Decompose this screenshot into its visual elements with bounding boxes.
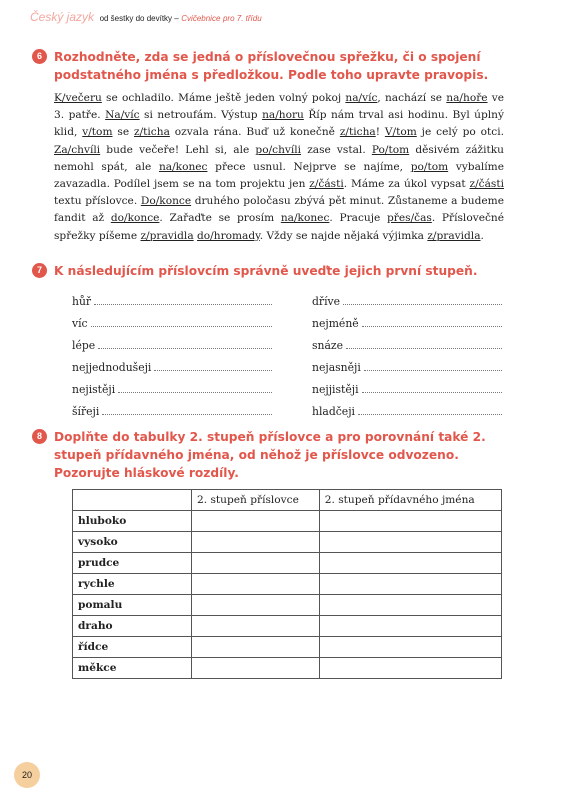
adjective-answer-cell[interactable]: [319, 532, 501, 553]
word-item: [312, 295, 502, 308]
text-run: ozvala rána. Buď už konečně: [169, 126, 340, 139]
adverb-answer-cell[interactable]: [192, 553, 320, 574]
text-run: . Pracuje: [329, 212, 388, 225]
word-label: hladčeji: [312, 405, 355, 418]
text-run: přece usnul. Nejprve se najíme,: [207, 160, 411, 173]
text-run: druhého poločasu zbývá pět minut. Zůstaneme a budeme fandit až: [54, 195, 504, 225]
adverb-answer-cell[interactable]: [192, 532, 320, 553]
word-label: hůř: [72, 295, 92, 308]
text-run: si netroufám. Výstup: [139, 109, 263, 122]
answer-line[interactable]: [154, 369, 272, 371]
text-run: !: [375, 126, 385, 139]
word-item: [72, 317, 272, 330]
table-header-row: [73, 490, 502, 511]
task-6-number: 6: [32, 49, 47, 64]
answer-line[interactable]: [362, 325, 502, 327]
answer-line[interactable]: [98, 347, 272, 349]
table-row: [73, 574, 502, 595]
underlined-phrase: z/části: [469, 178, 504, 191]
answer-line[interactable]: [91, 325, 272, 327]
text-run: bude večeře! Lehl si, ale: [100, 143, 256, 156]
word-label: nejistěji: [72, 383, 116, 396]
underlined-phrase: po/chvíli: [255, 143, 302, 156]
task-6-title: Rozhodněte, zda se jedná o příslovečnou spřežku, či o spojení podstatného jména s předložkou. Podle toho upravte pravopis.: [54, 50, 489, 82]
text-run: . Máme za úkol vypsat: [343, 178, 470, 191]
row-word: rychle: [73, 574, 192, 595]
word-label: víc: [72, 317, 88, 330]
adjective-answer-cell[interactable]: [319, 637, 501, 658]
text-run: Říp nám trval asi hodinu. Byl úplný klid,: [54, 109, 504, 139]
word-label: nejjednodušeji: [72, 361, 152, 374]
adjective-answer-cell[interactable]: [319, 658, 501, 679]
task-7-title: K následujícím příslovcím správně uveďte jejich první stupeň.: [54, 264, 478, 278]
word-item: [72, 361, 272, 374]
adjective-answer-cell[interactable]: [319, 616, 501, 637]
word-label: dříve: [312, 295, 341, 308]
adjective-answer-cell[interactable]: [319, 574, 501, 595]
table-header-adjective: 2. stupeň přídavného jména: [319, 490, 501, 511]
header-subtitle: od šestky do devítky –: [99, 14, 179, 23]
word-item: [312, 317, 502, 330]
answer-line[interactable]: [358, 413, 502, 415]
adverb-answer-cell[interactable]: [192, 595, 320, 616]
task-6: [36, 48, 505, 245]
word-label: nejjistěji: [312, 383, 359, 396]
word-item: [312, 361, 502, 374]
text-run: . Zařaďte se prosím: [159, 212, 281, 225]
answer-line[interactable]: [118, 391, 272, 393]
word-label: snáze: [312, 339, 344, 352]
text-run: děsivém zážitku nemohl spát, ale: [54, 143, 504, 173]
underlined-phrase: Po/tom: [371, 143, 410, 156]
text-run: vybalíme zavazadla. Podílel jsem se na tom projektu jen: [54, 160, 504, 191]
underlined-phrase: z/ticha: [134, 126, 170, 139]
table-row: [73, 616, 502, 637]
adjective-answer-cell[interactable]: [319, 511, 501, 532]
task-6-paragraph: [54, 90, 504, 245]
underlined-phrase: na/horu: [262, 109, 304, 122]
word-item: [72, 383, 272, 396]
underlined-phrase: V/tom: [384, 126, 417, 139]
row-word: vysoko: [73, 532, 192, 553]
answer-line[interactable]: [362, 391, 502, 393]
row-word: měkce: [73, 658, 192, 679]
adjective-answer-cell[interactable]: [319, 553, 501, 574]
word-label: lépe: [72, 339, 96, 352]
word-item: [72, 339, 272, 352]
word-pair-row: [72, 396, 502, 418]
adverb-answer-cell[interactable]: [192, 658, 320, 679]
text-run: se: [112, 126, 135, 139]
row-word: prudce: [73, 553, 192, 574]
adverb-answer-cell[interactable]: [192, 637, 320, 658]
underlined-phrase: do/konce: [110, 212, 160, 225]
task-8-table: [72, 489, 502, 679]
text-run: je celý po otci.: [416, 126, 504, 139]
text-run: textu příslovce.: [54, 195, 141, 208]
text-run: . Příslovečné spřežky píšeme: [54, 212, 504, 242]
word-item: [312, 383, 502, 396]
underlined-phrase: v/tom: [82, 126, 113, 139]
underlined-phrase: z/ticha: [339, 126, 376, 139]
word-item: [72, 405, 272, 418]
underlined-phrase: do/hromady: [197, 229, 260, 242]
table-header-empty: [73, 490, 192, 511]
underlined-phrase: Do/konce: [140, 195, 192, 208]
adverb-answer-cell[interactable]: [192, 616, 320, 637]
header-grade: pro 7. třídu: [222, 14, 262, 23]
text-run: , nachází se: [377, 92, 447, 104]
text-run: .: [480, 229, 484, 242]
header-book: Cvičebnice: [181, 14, 221, 23]
underlined-phrase: Za/chvíli: [54, 143, 101, 156]
underlined-phrase: z/pravidla: [140, 229, 194, 242]
table-row: [73, 658, 502, 679]
underlined-phrase: na/víc: [345, 92, 378, 104]
text-run: se ochladilo. Máme ještě jeden volný pokoj: [101, 92, 346, 104]
underlined-phrase: K/večeru: [54, 92, 102, 104]
table-row: [73, 553, 502, 574]
adverb-answer-cell[interactable]: [192, 511, 320, 532]
answer-line[interactable]: [364, 369, 502, 371]
text-run: ve 3. patře.: [54, 92, 505, 122]
text-run: . Vždy se najde nějaká výjimka: [259, 229, 428, 242]
underlined-phrase: přes/čas: [387, 212, 432, 225]
word-pair-row: [72, 352, 502, 374]
underlined-phrase: po/tom: [410, 160, 449, 173]
word-label: šířeji: [72, 405, 100, 418]
underlined-phrase: z/pravidla: [427, 229, 481, 242]
underlined-phrase: na/hoře: [446, 92, 488, 104]
text-run: zase vstal.: [301, 143, 372, 156]
task-8-title: Doplňte do tabulky 2. stupeň příslovce a pro porovnání také 2. stupeň přídavného jména, od něhož je příslovce odvozeno. Pozorujte hláskové rozdíly.: [54, 430, 486, 480]
adjective-answer-cell[interactable]: [319, 595, 501, 616]
task-7-word-list: [72, 286, 502, 418]
answer-line[interactable]: [343, 303, 502, 305]
table-header-adverb: 2. stupeň příslovce: [192, 490, 320, 511]
word-pair-row: [72, 330, 502, 352]
answer-line[interactable]: [94, 303, 272, 305]
task-8-number: 8: [32, 429, 47, 444]
table-row: [73, 532, 502, 553]
word-label: nejméně: [312, 317, 359, 330]
row-word: řídce: [73, 637, 192, 658]
word-pair-row: [72, 308, 502, 330]
adverb-answer-cell[interactable]: [192, 574, 320, 595]
word-item: [72, 295, 272, 308]
word-pair-row: [72, 286, 502, 308]
task-7-number: 7: [32, 263, 47, 278]
row-word: hluboko: [73, 511, 192, 532]
word-label: nejasněji: [312, 361, 361, 374]
table-row: [73, 511, 502, 532]
word-pair-row: [72, 374, 502, 396]
row-word: draho: [73, 616, 192, 637]
table-row: [73, 637, 502, 658]
running-header: [30, 10, 262, 24]
answer-line[interactable]: [346, 347, 502, 349]
underlined-phrase: Na/víc: [105, 109, 140, 122]
underlined-phrase: na/konec: [158, 160, 208, 173]
task-7: [36, 262, 504, 280]
underlined-phrase: z/části: [309, 178, 344, 191]
page-number: 20: [14, 762, 40, 788]
answer-line[interactable]: [102, 413, 272, 415]
row-word: pomalu: [73, 595, 192, 616]
task-8: [36, 428, 504, 482]
word-item: [312, 405, 502, 418]
table-row: [73, 595, 502, 616]
underlined-phrase: na/konec: [280, 212, 330, 225]
book-brand: Český jazyk: [30, 10, 95, 24]
word-item: [312, 339, 502, 352]
